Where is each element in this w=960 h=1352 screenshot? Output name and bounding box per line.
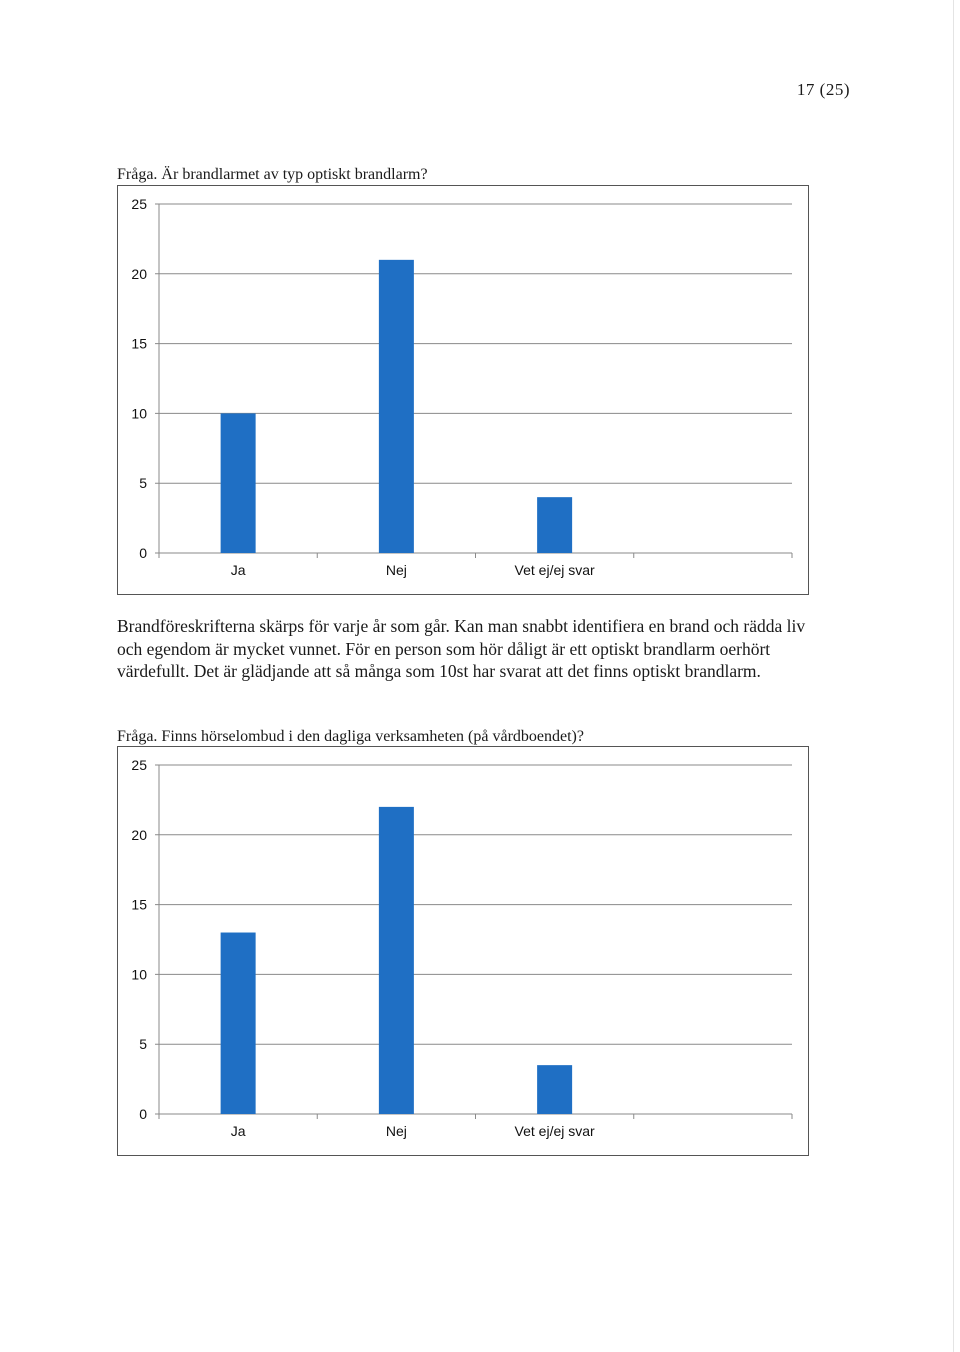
x-category-label: Ja — [230, 562, 246, 578]
y-tick-label: 0 — [139, 1106, 147, 1122]
y-tick-label: 10 — [131, 966, 147, 983]
bar-vet-ej-ej-svar — [537, 497, 572, 553]
y-tick-label: 20 — [131, 826, 147, 843]
question-1: Fråga. Är brandlarmet av typ optiskt brandlarm? — [117, 166, 428, 183]
bar-nej — [379, 260, 414, 553]
chart-1 — [118, 186, 807, 593]
y-tick-label: 10 — [131, 405, 147, 422]
y-tick-label: 20 — [131, 265, 147, 282]
y-tick-label: 0 — [139, 545, 147, 561]
y-tick-label: 15 — [131, 896, 147, 913]
y-tick-label: 5 — [139, 1036, 147, 1053]
bar-ja — [221, 933, 256, 1114]
x-category-label: Nej — [385, 1123, 407, 1139]
page-number: 17 (25) — [796, 80, 850, 99]
chart-2-frame — [117, 746, 809, 1156]
y-tick-label: 25 — [131, 757, 147, 773]
x-category-label: Ja — [230, 1123, 246, 1139]
y-tick-label: 5 — [139, 475, 147, 492]
bar-ja — [221, 413, 256, 553]
x-category-label: Vet ej/ej svar — [514, 1123, 595, 1139]
y-tick-label: 15 — [131, 335, 147, 352]
bar-vet-ej-ej-svar — [537, 1065, 572, 1114]
bar-nej — [379, 807, 414, 1114]
body-paragraph: Brandföreskrifterna skärps för varje år som går. Kan man snabbt identifiera en brand och rädda liv och egendom är mycket vunnet. För en person som hör dåligt är ett optiskt brandlarm oerhört värdefullt. Det är glädjande att så många som 10st har svarat att det finns optiskt brandlarm. — [117, 616, 806, 681]
y-tick-label: 25 — [131, 196, 147, 212]
x-category-label: Nej — [385, 562, 407, 578]
x-category-label: Vet ej/ej svar — [514, 562, 595, 578]
page-edge-line — [953, 0, 954, 1352]
chart-2 — [118, 747, 807, 1154]
question-2: Fråga. Finns hörselombud i den dagliga verksamheten (på vårdboendet)? — [117, 728, 584, 745]
chart-1-frame — [117, 185, 809, 595]
